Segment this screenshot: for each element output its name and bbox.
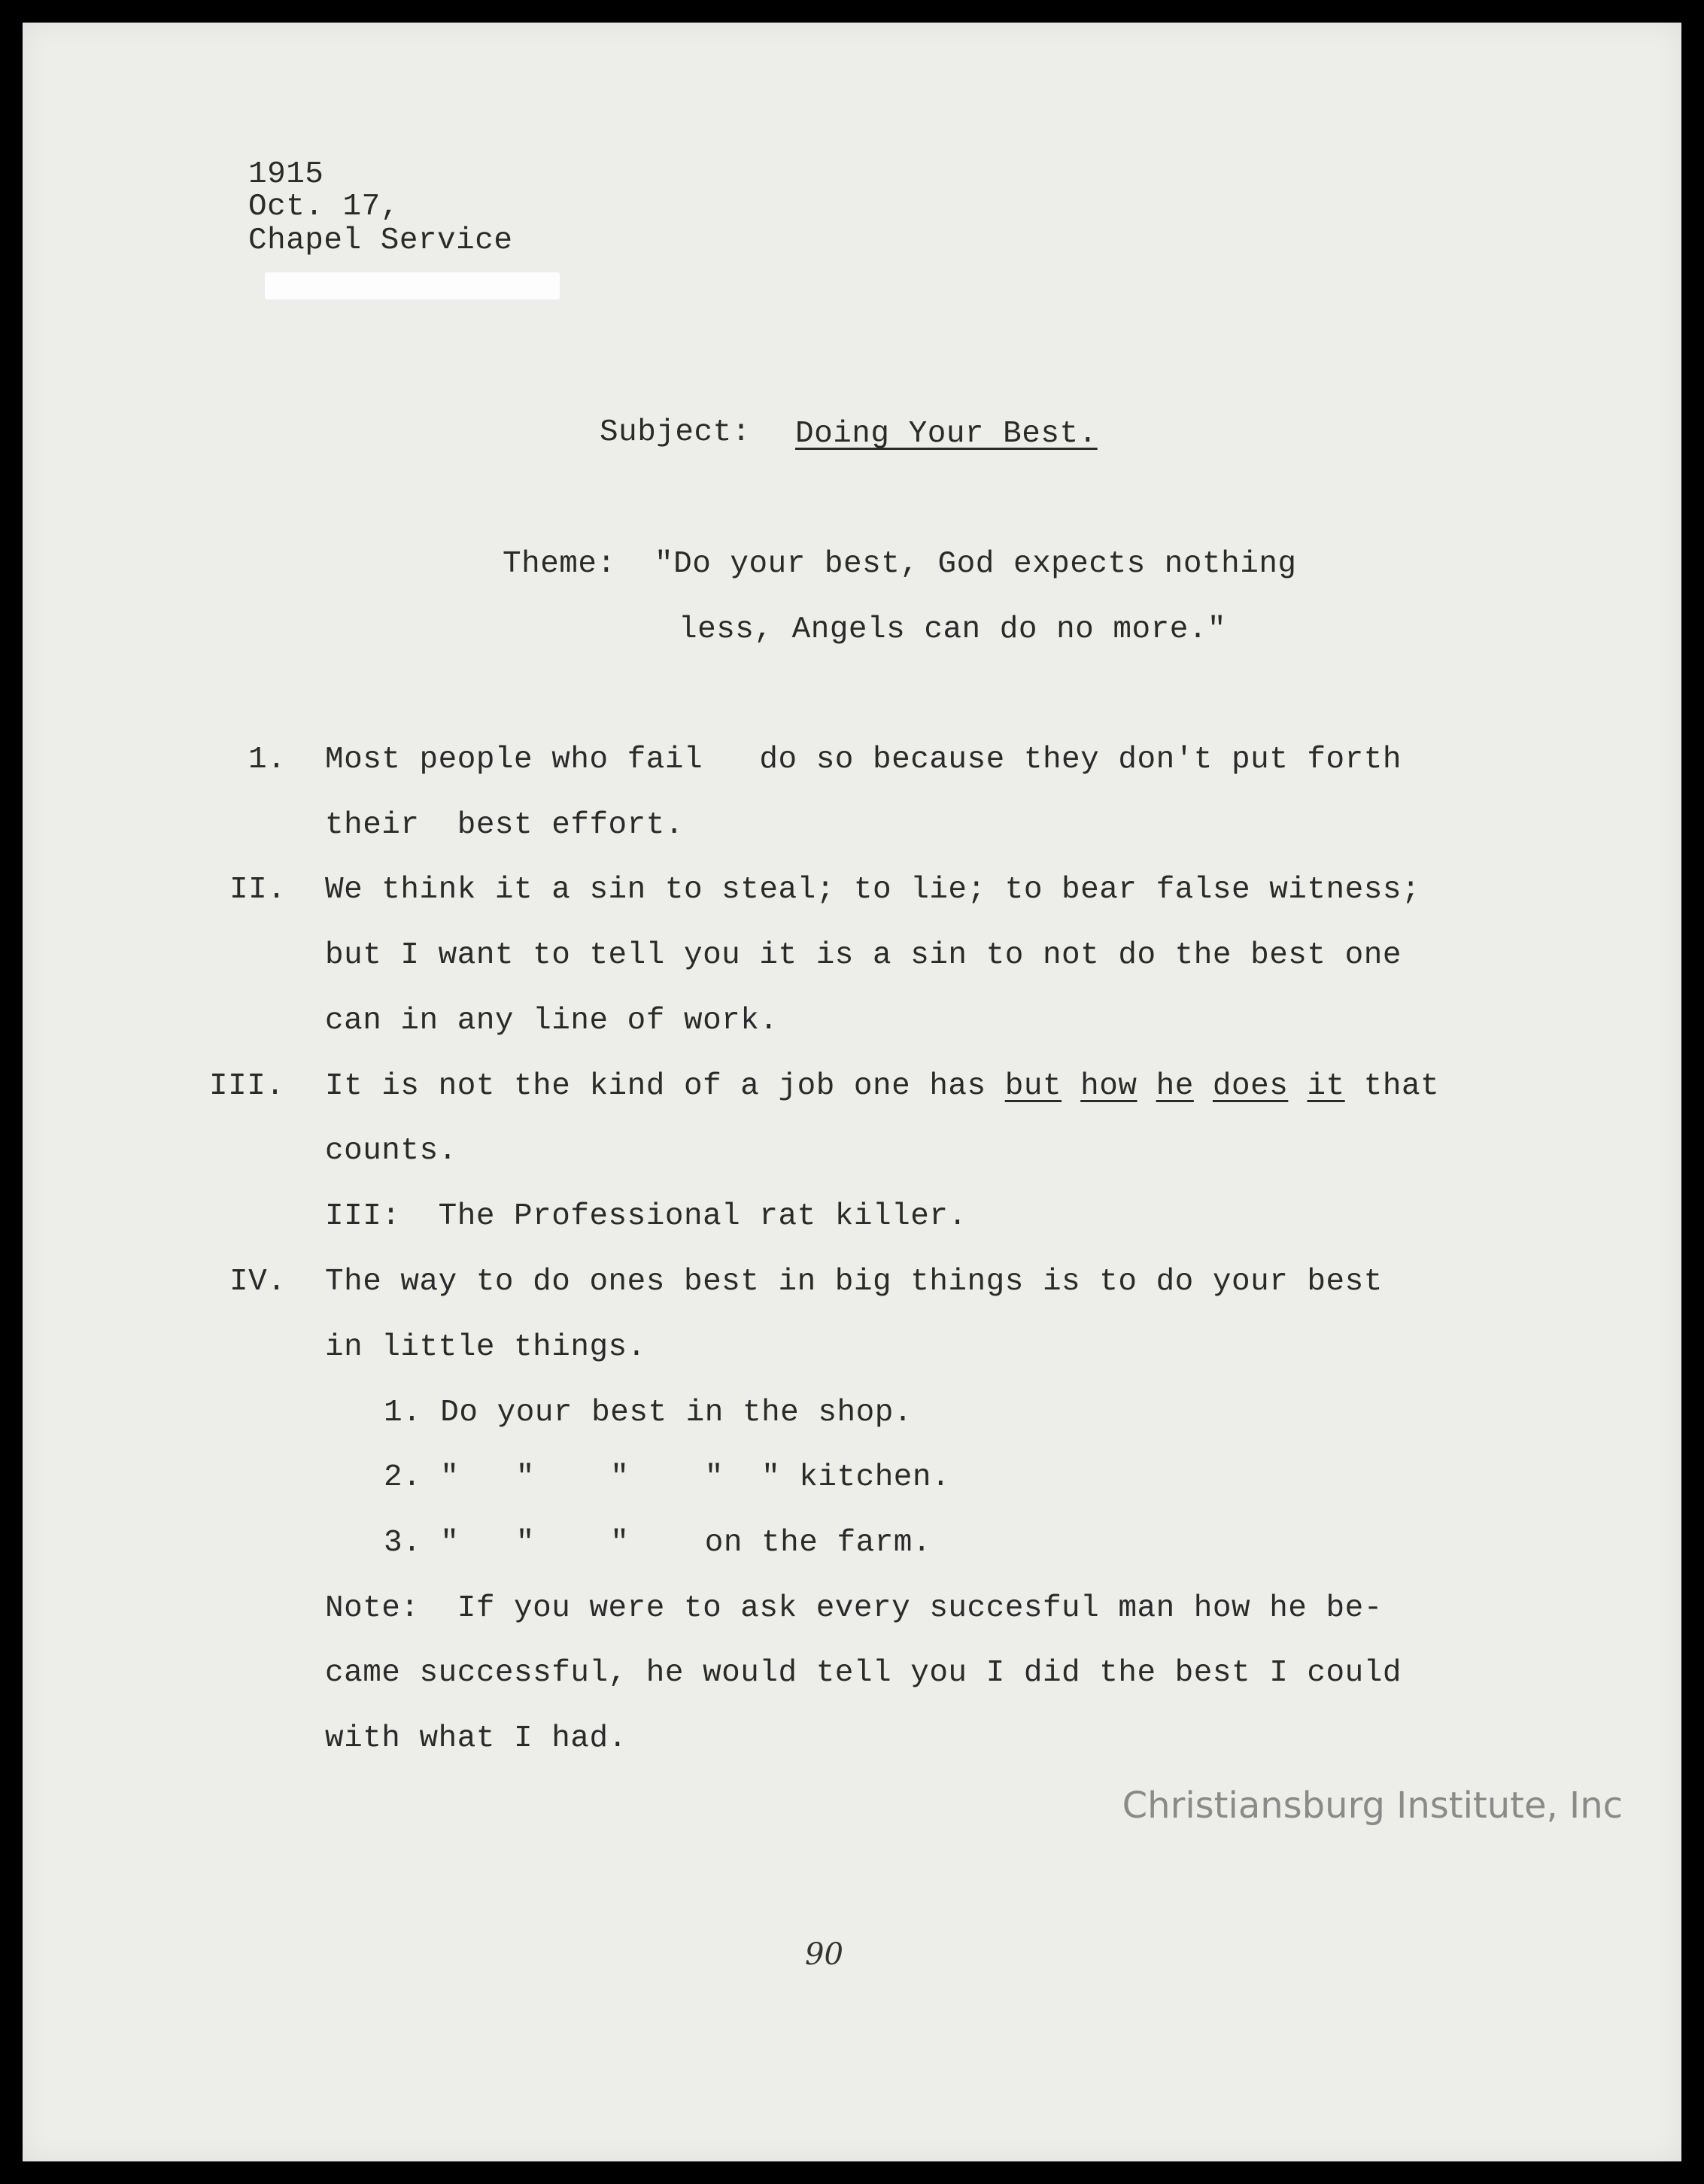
- point-line: but I want to tell you it is a sin to not do the best one: [325, 938, 1402, 973]
- subpoint: 2. " " " " " kitchen.: [384, 1460, 951, 1495]
- point-line: counts.: [325, 1134, 457, 1168]
- note-line: Note: If you were to ask every succesful man how he be-: [325, 1591, 1383, 1626]
- subpoint: 3. " " " on the farm.: [384, 1526, 932, 1560]
- theme-label: Theme:: [503, 547, 616, 582]
- point-line: Most people who fail do so because they don't put forth: [325, 743, 1402, 777]
- theme-line-1: "Do your best, God expects nothing: [655, 547, 1297, 582]
- point-line: in little things.: [325, 1330, 646, 1365]
- handwritten-page-number: 90: [805, 1937, 843, 1972]
- point-line: The way to do ones best in big things is to do your best: [325, 1265, 1383, 1299]
- subject-label: Subject:: [600, 415, 751, 450]
- point-line-text: It is not the kind of a job one has: [325, 1069, 1005, 1104]
- note-line: with what I had.: [325, 1721, 627, 1756]
- point-example: III: The Professional rat killer.: [325, 1199, 967, 1234]
- point-line-text: that: [1363, 1069, 1440, 1104]
- emphasis-word: how: [1080, 1069, 1138, 1104]
- header-date: Oct. 17,: [248, 190, 399, 224]
- point-line: can in any line of work.: [325, 1004, 779, 1038]
- subject-title: Doing Your Best.: [795, 417, 1098, 451]
- theme-line-2: less, Angels can do no more.": [679, 612, 1227, 647]
- emphasis-word: does: [1212, 1069, 1289, 1104]
- point-line: We think it a sin to steal; to lie; to bear false witness;: [325, 873, 1421, 907]
- point-number: II.: [229, 873, 287, 907]
- point-line: [325, 1071, 1439, 1102]
- redaction-mark: [265, 272, 560, 299]
- subpoint: 1. Do your best in the shop.: [384, 1396, 913, 1430]
- point-line: their best effort.: [325, 808, 684, 843]
- watermark: Christiansburg Institute, Inc: [1122, 1785, 1623, 1827]
- emphasis-word: he: [1156, 1069, 1194, 1104]
- emphasis-word: but: [1004, 1069, 1062, 1104]
- document-page: [23, 23, 1681, 2161]
- note-line: came successful, he would tell you I did the best I could: [325, 1656, 1402, 1690]
- emphasis-word: it: [1307, 1069, 1345, 1104]
- header-event: Chapel Service: [248, 223, 513, 258]
- header-year: 1915: [248, 157, 324, 192]
- point-number: 1.: [248, 743, 287, 777]
- point-number: III.: [209, 1069, 285, 1104]
- point-number: IV.: [229, 1265, 287, 1299]
